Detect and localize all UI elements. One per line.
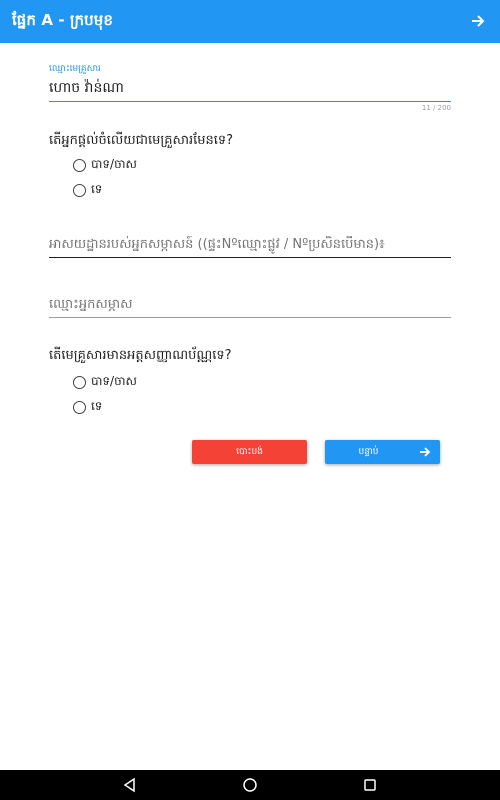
home-circle-icon[interactable] bbox=[242, 777, 258, 793]
form-content bbox=[0, 43, 500, 770]
family-name-label: ឈ្មោះមេគ្រួសារ bbox=[49, 64, 101, 74]
radio-label: បាទ/ចាស bbox=[91, 157, 137, 171]
radio-circle-icon bbox=[73, 401, 86, 414]
radio-label: ទេ bbox=[91, 182, 103, 196]
question-has-id-card: តើមេគ្រួសារមានអត្តសញ្ញាណប័ណ្ណទេ? bbox=[49, 348, 232, 363]
radio-q2-no[interactable] bbox=[73, 398, 102, 416]
app-bar bbox=[0, 0, 500, 43]
radio-circle-icon bbox=[73, 184, 86, 197]
family-name-input[interactable] bbox=[49, 76, 451, 100]
arrow-forward-icon[interactable] bbox=[468, 11, 488, 31]
radio-q1-yes[interactable] bbox=[73, 156, 137, 174]
recents-square-icon[interactable] bbox=[362, 777, 378, 793]
character-counter: 11 / 200 bbox=[421, 104, 451, 112]
system-navigation-bar bbox=[0, 770, 500, 800]
interviewer-name-underline bbox=[49, 317, 451, 318]
radio-circle-icon bbox=[73, 376, 86, 389]
radio-circle-icon bbox=[73, 159, 86, 172]
radio-label: ទេ bbox=[91, 399, 103, 413]
radio-label: បាទ/ចាស bbox=[91, 374, 137, 388]
question-respondent-is-head: តើអ្នកផ្ដល់ចំលើយជាមេគ្រួសារមែនទេ? bbox=[49, 133, 234, 148]
radio-q1-no[interactable] bbox=[73, 181, 102, 199]
family-name-underline bbox=[49, 101, 451, 102]
interviewer-name-input[interactable] bbox=[49, 291, 451, 317]
address-input[interactable] bbox=[49, 231, 451, 257]
next-button[interactable] bbox=[325, 440, 440, 464]
address-underline bbox=[49, 257, 451, 258]
page-title: ផ្នែក A - ក្របមុខ bbox=[12, 11, 113, 29]
back-triangle-icon[interactable] bbox=[122, 777, 138, 793]
arrow-forward-icon bbox=[418, 445, 432, 459]
radio-q2-yes[interactable] bbox=[73, 373, 137, 391]
cancel-button[interactable]: បោះបង់ bbox=[192, 440, 307, 464]
next-button-label: បន្ទាប់ bbox=[358, 447, 379, 457]
